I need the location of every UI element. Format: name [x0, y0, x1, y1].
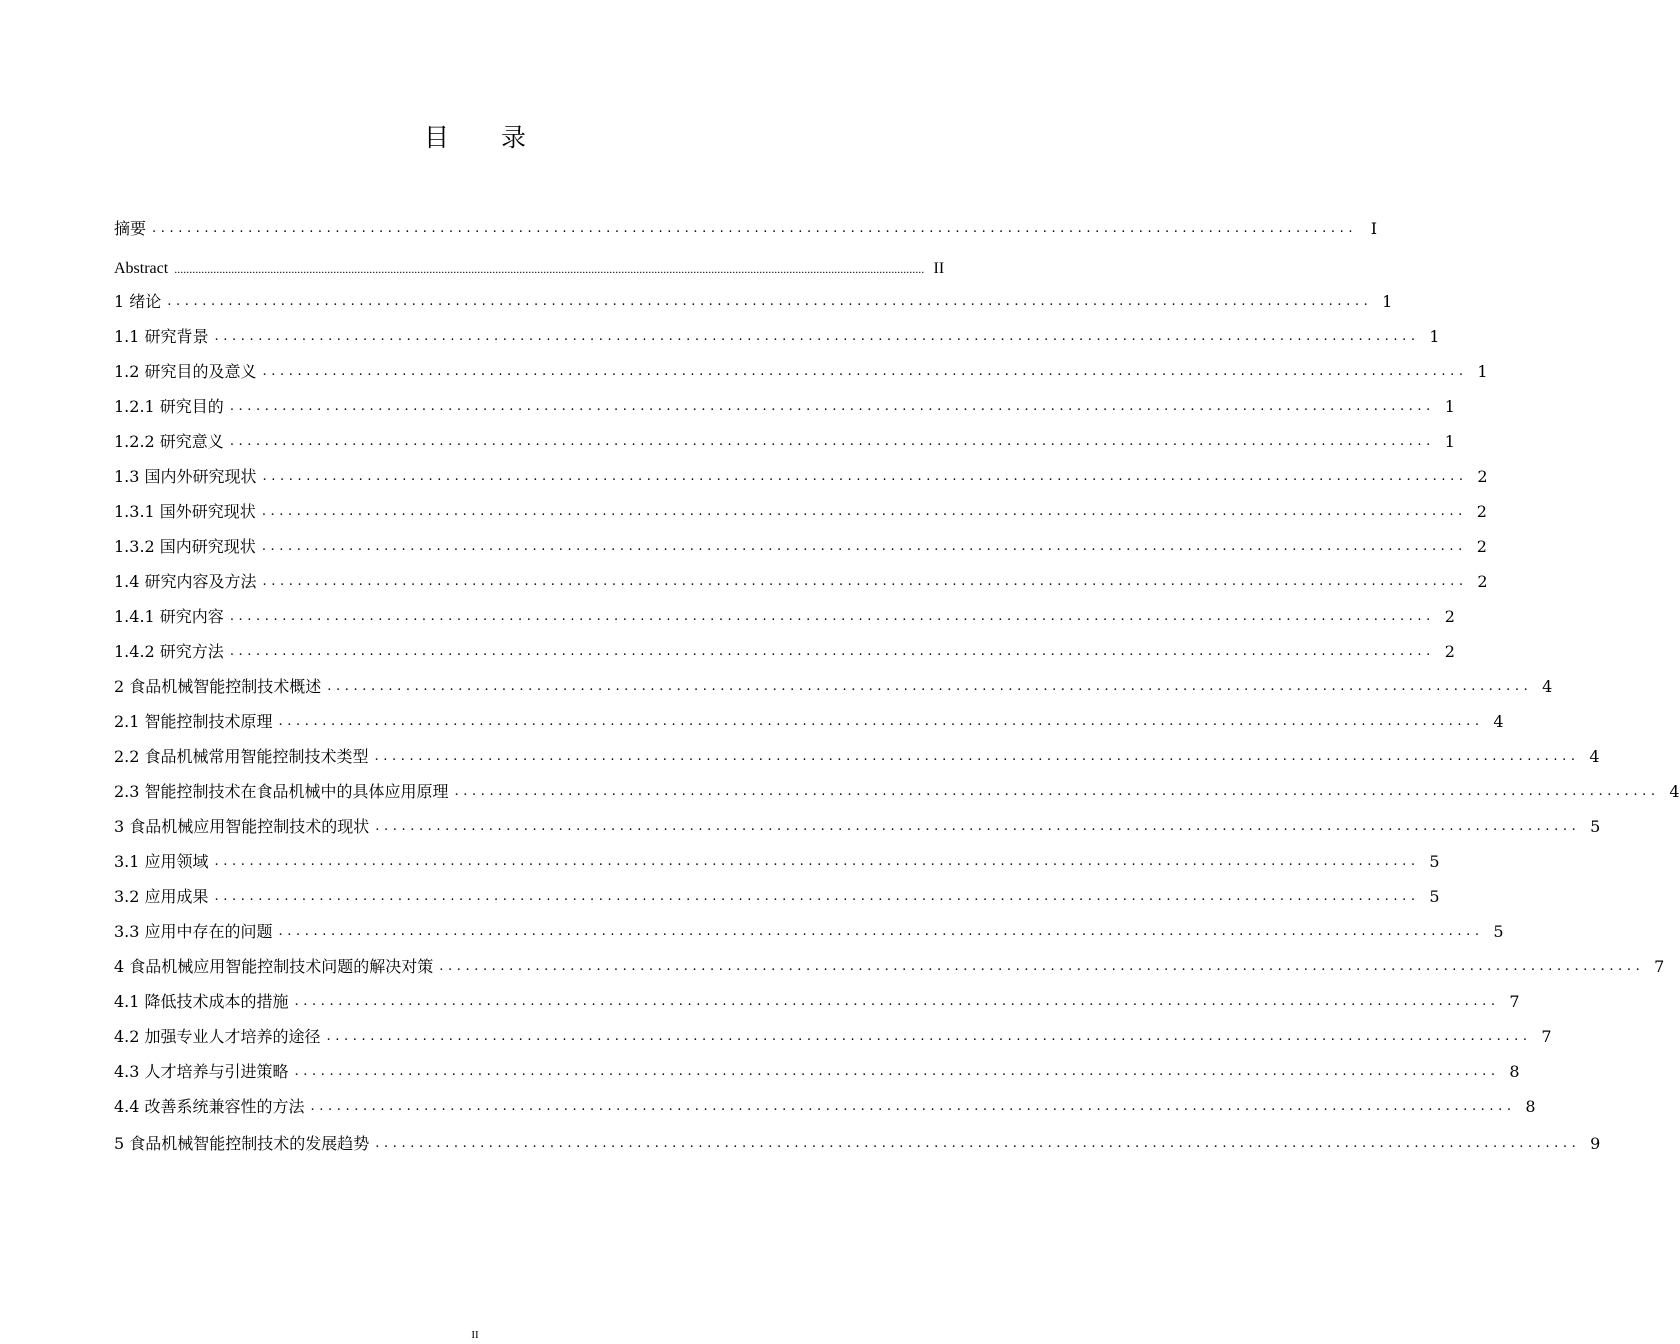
toc-entry-page: 2	[1444, 642, 1455, 661]
toc-entry-page: 1	[1429, 327, 1440, 346]
toc-entry[interactable]	[114, 210, 1378, 240]
toc-entry-label: 5 食品机械智能控制技术的发展趋势	[114, 1134, 370, 1153]
toc-entry-page: 2	[1476, 502, 1487, 521]
toc-entry[interactable]	[114, 633, 1455, 663]
toc-entry[interactable]	[114, 773, 1680, 803]
toc-entry-page: 4	[1542, 677, 1553, 696]
toc-entry[interactable]	[114, 493, 1487, 523]
page-title: 目 录	[424, 123, 548, 152]
toc-entry[interactable]	[114, 1088, 1536, 1118]
toc-leader-dots: ..........................................................................................................................................	[261, 504, 1467, 519]
toc-entry-label: 2.3 智能控制技术在食品机械中的具体应用原理	[114, 782, 449, 801]
toc-leader-dots: ..........................................................................................................................................	[229, 399, 1435, 414]
toc-entry-label: 4.2 加强专业人才培养的途径	[114, 1027, 321, 1046]
toc-entry-page: 8	[1509, 1062, 1520, 1081]
toc-entry-label: 1.2 研究目的及意义	[114, 362, 257, 381]
toc-leader-dots: ..........................................................................................................................................	[229, 644, 1435, 659]
toc-entry-label: 3 食品机械应用智能控制技术的现状	[114, 817, 370, 836]
toc-entry-label: 3.1 应用领域	[114, 852, 209, 871]
toc-entry-label: 1.4 研究内容及方法	[114, 572, 257, 591]
toc-entry-label: 1.2.1 研究目的	[114, 397, 224, 416]
toc-entry-label: 2 食品机械智能控制技术概述	[114, 677, 322, 696]
toc-entry[interactable]	[114, 983, 1520, 1013]
toc-leader-dots: ..........................................................................................................................................	[262, 364, 1468, 379]
toc-entry[interactable]	[114, 703, 1504, 733]
toc-entry-page: 4	[1669, 782, 1680, 801]
toc-leader-dots: ..........................................................................................................................................	[326, 1029, 1532, 1044]
page-number-footer: II	[471, 1329, 479, 1341]
toc-leader-dots: ..........................................................................................................................................	[439, 959, 1645, 974]
toc-entry[interactable]	[114, 283, 1393, 313]
toc-leader-dots: ..........................................................................................................................................	[294, 994, 1500, 1009]
toc-entry[interactable]	[114, 668, 1553, 698]
toc-leader-dots: ..........................................................................................................................................	[327, 679, 1533, 694]
toc-leader-dots: ..........................................................................................................................................	[152, 221, 1358, 236]
toc-entry[interactable]	[114, 1053, 1520, 1083]
toc-leader-dots: ..........................................................................................................................................	[294, 1064, 1500, 1079]
toc-entry-label: 1.2.2 研究意义	[114, 432, 224, 451]
toc-entry-page: 9	[1590, 1134, 1601, 1153]
toc-entry[interactable]	[114, 738, 1600, 768]
toc-entry-page: 5	[1429, 852, 1440, 871]
toc-entry-page: 7	[1509, 992, 1520, 1011]
toc-entry-label: 1 绪论	[114, 292, 162, 311]
toc-entry-page: 5	[1429, 887, 1440, 906]
toc-entry[interactable]	[114, 563, 1488, 593]
toc-leader-dots: ..........................................................................................................................................	[229, 609, 1435, 624]
toc-entry-label: 1.3 国内外研究现状	[114, 467, 257, 486]
toc-entry-page: 5	[1590, 817, 1601, 836]
toc-entry-label: Abstract	[114, 260, 169, 277]
toc-entry[interactable]	[114, 458, 1488, 488]
toc-leader-dots: ..........................................................................................................................................	[375, 819, 1581, 834]
toc-entry-page: 2	[1477, 572, 1488, 591]
toc-entry-label: 2.1 智能控制技术原理	[114, 712, 273, 731]
toc-leader-dots: ..........................................................................................................................................	[214, 889, 1420, 904]
toc-leader-dots: ..........................................................................................................................................	[454, 784, 1660, 799]
toc-entry[interactable]	[114, 878, 1440, 908]
toc-entry-page: 7	[1541, 1027, 1552, 1046]
toc-entry[interactable]	[114, 843, 1440, 873]
toc-leader-dots: ..........................................................................................................................................	[374, 749, 1580, 764]
toc-leader-dots: ..........................................................................................................................................	[214, 329, 1420, 344]
toc-entry-label: 4.1 降低技术成本的措施	[114, 992, 289, 1011]
toc-entry-page: 2	[1444, 607, 1455, 626]
toc-entry-page: 7	[1654, 957, 1665, 976]
toc-entry-label: 4.4 改善系统兼容性的方法	[114, 1097, 305, 1116]
toc-entry-label: 1.4.1 研究内容	[114, 607, 224, 626]
toc-leader-dots: ..........................................................................................................................................	[375, 1136, 1581, 1151]
toc-entry[interactable]	[114, 353, 1488, 383]
toc-leader-dots: ..........................................................................................................................................................................................................................................................	[174, 262, 925, 276]
toc-entry[interactable]	[114, 423, 1455, 453]
toc-entry-label: 1.3.1 国外研究现状	[114, 502, 256, 521]
toc-entry[interactable]	[114, 948, 1665, 978]
toc-entry-page: 1	[1382, 292, 1393, 311]
toc-entry-label: 1.4.2 研究方法	[114, 642, 224, 661]
toc-entry-page: 2	[1476, 537, 1487, 556]
toc-entry-label: 3.2 应用成果	[114, 887, 209, 906]
toc-leader-dots: ..........................................................................................................................................	[278, 924, 1484, 939]
toc-leader-dots: ..........................................................................................................................................	[261, 539, 1467, 554]
toc-leader-dots: ..........................................................................................................................................	[262, 469, 1468, 484]
toc-entry-label: 摘要	[114, 219, 147, 238]
toc-entry-page: 4	[1493, 712, 1504, 731]
toc-entry-label: 4.3 人才培养与引进策略	[114, 1062, 289, 1081]
toc-entry-page: 4	[1589, 747, 1600, 766]
toc-entry[interactable]	[114, 250, 945, 280]
toc-entry[interactable]	[114, 913, 1504, 943]
toc-leader-dots: ..........................................................................................................................................	[278, 714, 1484, 729]
toc-entry-label: 1.1 研究背景	[114, 327, 209, 346]
toc-entry[interactable]	[114, 528, 1487, 558]
toc-entry-page: I	[1370, 219, 1378, 238]
toc-entry-page: II	[933, 260, 945, 277]
toc-entry[interactable]	[114, 388, 1455, 418]
toc-leader-dots: ..........................................................................................................................................	[229, 434, 1435, 449]
toc-entry[interactable]	[114, 1125, 1601, 1155]
toc-entry-label: 2.2 食品机械常用智能控制技术类型	[114, 747, 369, 766]
toc-entry[interactable]	[114, 808, 1601, 838]
toc-entry-label: 4 食品机械应用智能控制技术问题的解决对策	[114, 957, 434, 976]
toc-leader-dots: ..........................................................................................................................................	[167, 294, 1373, 309]
toc-leader-dots: ..........................................................................................................................................	[310, 1099, 1516, 1114]
toc-entry[interactable]	[114, 318, 1440, 348]
toc-entry-page: 8	[1525, 1097, 1536, 1116]
toc-entry-page: 1	[1444, 397, 1455, 416]
toc-leader-dots: ..........................................................................................................................................	[262, 574, 1468, 589]
toc-leader-dots: ..........................................................................................................................................	[214, 854, 1420, 869]
toc-entry[interactable]	[114, 598, 1455, 628]
toc-entry-label: 1.3.2 国内研究现状	[114, 537, 256, 556]
toc-entry-page: 1	[1444, 432, 1455, 451]
toc-entry-page: 5	[1493, 922, 1504, 941]
toc-entry[interactable]	[114, 1018, 1552, 1048]
toc-entry-label: 3.3 应用中存在的问题	[114, 922, 273, 941]
toc-entry-page: 1	[1477, 362, 1488, 381]
toc-entry-page: 2	[1477, 467, 1488, 486]
